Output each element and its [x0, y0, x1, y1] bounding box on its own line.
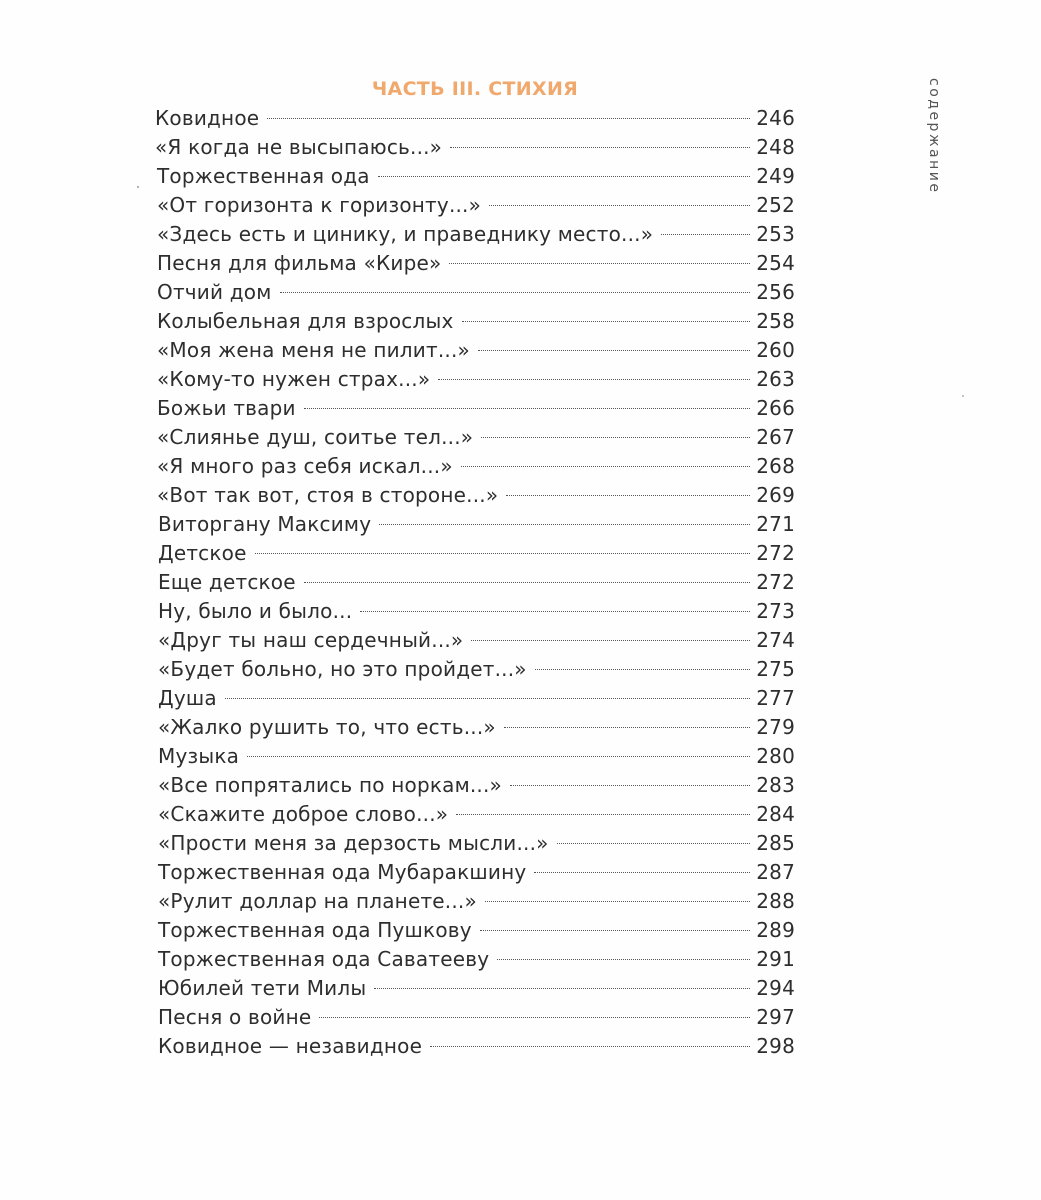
toc-entry-page: 263 [756, 367, 795, 391]
toc-entry-page: 249 [756, 164, 795, 188]
part-title: ЧАСТЬ III. СТИХИЯ [371, 78, 579, 100]
toc-entry-title: Колыбельная для взрослых [157, 309, 454, 333]
toc-entry-title: «Скажите доброе слово...» [158, 802, 449, 826]
toc-entry-page: 275 [756, 657, 795, 681]
toc-entry-title: Ну, было и было... [158, 599, 353, 623]
dot-leader [456, 814, 750, 815]
toc-entry-title: Торжественная ода Пушкову [158, 918, 472, 942]
toc-entry [155, 1032, 795, 1061]
toc-entry-title: Ковидное — незавидное [158, 1034, 423, 1058]
toc-entry-page: 266 [756, 396, 795, 420]
toc-entry-page: 287 [756, 860, 795, 884]
toc-entry-page: 289 [756, 918, 795, 942]
dot-leader [506, 495, 750, 496]
dot-leader [438, 379, 750, 380]
toc-entry-title: «Все попрятались по норкам...» [158, 773, 502, 797]
toc-entry-page: 258 [756, 309, 795, 333]
dot-leader [247, 756, 750, 757]
toc-entry [155, 510, 795, 539]
toc-entry-page: 272 [756, 570, 795, 594]
dot-leader [267, 118, 750, 119]
toc-entry [155, 568, 795, 597]
toc-entry-title: Ковидное [155, 106, 260, 130]
toc-entry-title: Еще детское [158, 570, 296, 594]
dot-leader [449, 263, 750, 264]
toc-entry-page: 269 [756, 483, 795, 507]
toc-entry-title: Торжественная ода Саватееву [158, 947, 490, 971]
toc-entry [155, 655, 795, 684]
toc-entry-title: Душа [158, 686, 217, 710]
toc-entry-title: «Слиянье душ, соитье тел...» [157, 425, 474, 449]
toc-entry-title: «Будет больно, но это пройдет...» [158, 657, 527, 681]
toc-entry-page: 254 [756, 251, 795, 275]
toc-entry [155, 162, 795, 191]
toc-entry-page: 285 [756, 831, 795, 855]
toc-entry-title: Виторгану Максиму [158, 512, 372, 536]
toc-entry [155, 481, 795, 510]
toc-entry-page: 271 [756, 512, 795, 536]
toc-entry [155, 336, 795, 365]
toc-entry-title: «Моя жена меня не пилит...» [157, 338, 470, 362]
toc-entry-title: «Прости меня за дерзость мысли...» [158, 831, 549, 855]
dot-leader [360, 611, 750, 612]
dot-leader [450, 147, 750, 148]
toc-entry-page: 260 [756, 338, 795, 362]
toc-entry [155, 423, 795, 452]
toc-entry [155, 220, 795, 249]
toc-entry-title: Песня о войне [158, 1005, 312, 1029]
toc-entry [155, 858, 795, 887]
toc-entry-title: «От горизонта к горизонту...» [157, 193, 482, 217]
toc-entry [155, 771, 795, 800]
toc-entry-page: 288 [756, 889, 795, 913]
dot-leader [485, 901, 750, 902]
toc-entry [155, 713, 795, 742]
toc-entry-page: 248 [756, 135, 795, 159]
dot-leader [557, 843, 751, 844]
table-of-contents [155, 104, 795, 1061]
toc-entry [155, 974, 795, 1003]
toc-entry-page: 267 [756, 425, 795, 449]
toc-entry-page: 277 [756, 686, 795, 710]
toc-entry-title: Божьи твари [157, 396, 296, 420]
toc-entry-title: Музыка [158, 744, 240, 768]
toc-entry [155, 800, 795, 829]
toc-entry-title: «Вот так вот, стоя в стороне...» [157, 483, 499, 507]
dot-leader [225, 698, 750, 699]
dot-leader [378, 176, 750, 177]
toc-entry-page: 256 [756, 280, 795, 304]
dot-leader [480, 930, 750, 931]
toc-entry-page: 253 [756, 222, 795, 246]
toc-entry-page: 272 [756, 541, 795, 565]
toc-entry-title: Торжественная ода Мубаракшину [158, 860, 527, 884]
toc-entry [155, 1003, 795, 1032]
toc-entry-page: 279 [756, 715, 795, 739]
toc-entry [155, 684, 795, 713]
dot-leader [379, 524, 750, 525]
toc-entry [155, 626, 795, 655]
toc-entry-title: «Жалко рушить то, что есть...» [158, 715, 496, 739]
toc-entry [155, 104, 795, 133]
toc-entry [155, 916, 795, 945]
toc-entry [155, 887, 795, 916]
toc-entry [155, 742, 795, 771]
toc-entry-page: 274 [756, 628, 795, 652]
running-header-contents: содержание [926, 78, 942, 195]
toc-entry-title: Детское [158, 541, 247, 565]
toc-entry [155, 945, 795, 974]
toc-entry-title: «Кому-то нужен страх...» [157, 367, 431, 391]
toc-entry-title: Песня для фильма «Кире» [157, 251, 442, 275]
toc-entry-page: 268 [756, 454, 795, 478]
toc-entry-title: «Рулит доллар на планете...» [158, 889, 477, 913]
toc-entry-page: 297 [756, 1005, 795, 1029]
scan-speck [137, 186, 139, 188]
toc-entry [155, 249, 795, 278]
dot-leader [535, 669, 751, 670]
toc-entry-page: 252 [756, 193, 795, 217]
dot-leader [661, 234, 750, 235]
dot-leader [319, 1017, 750, 1018]
toc-entry [155, 191, 795, 220]
toc-entry [155, 829, 795, 858]
toc-entry-title: Юбилей тети Милы [158, 976, 367, 1000]
dot-leader [255, 553, 751, 554]
toc-entry-page: 298 [756, 1034, 795, 1058]
dot-leader [478, 350, 750, 351]
toc-entry-title: Торжественная ода [157, 164, 370, 188]
toc-entry-page: 284 [756, 802, 795, 826]
dot-leader [534, 872, 750, 873]
toc-entry-page: 291 [756, 947, 795, 971]
toc-entry-page: 283 [756, 773, 795, 797]
dot-leader [280, 292, 751, 293]
toc-entry [155, 278, 795, 307]
toc-entry [155, 394, 795, 423]
dot-leader [374, 988, 750, 989]
toc-entry-title: «Друг ты наш сердечный...» [158, 628, 464, 652]
dot-leader [461, 466, 750, 467]
dot-leader [497, 959, 750, 960]
toc-entry-title: «Я много раз себя искал...» [157, 454, 453, 478]
dot-leader [304, 582, 750, 583]
toc-entry [155, 539, 795, 568]
toc-entry [155, 365, 795, 394]
toc-entry-title: Отчий дом [157, 280, 272, 304]
toc-entry-title: «Здесь есть и цинику, и праведнику место...» [157, 222, 654, 246]
dot-leader [510, 785, 750, 786]
toc-entry-page: 273 [756, 599, 795, 623]
toc-entry [155, 452, 795, 481]
toc-entry-page: 246 [756, 106, 795, 130]
toc-entry-page: 294 [756, 976, 795, 1000]
dot-leader [481, 437, 750, 438]
toc-entry [155, 307, 795, 336]
dot-leader [471, 640, 750, 641]
toc-entry-page: 280 [756, 744, 795, 768]
dot-leader [462, 321, 751, 322]
toc-entry [155, 133, 795, 162]
scan-speck [962, 395, 964, 397]
toc-entry [155, 597, 795, 626]
toc-entry-title: «Я когда не высыпаюсь...» [155, 135, 443, 159]
dot-leader [304, 408, 751, 409]
dot-leader [489, 205, 750, 206]
dot-leader [430, 1046, 750, 1047]
dot-leader [504, 727, 750, 728]
